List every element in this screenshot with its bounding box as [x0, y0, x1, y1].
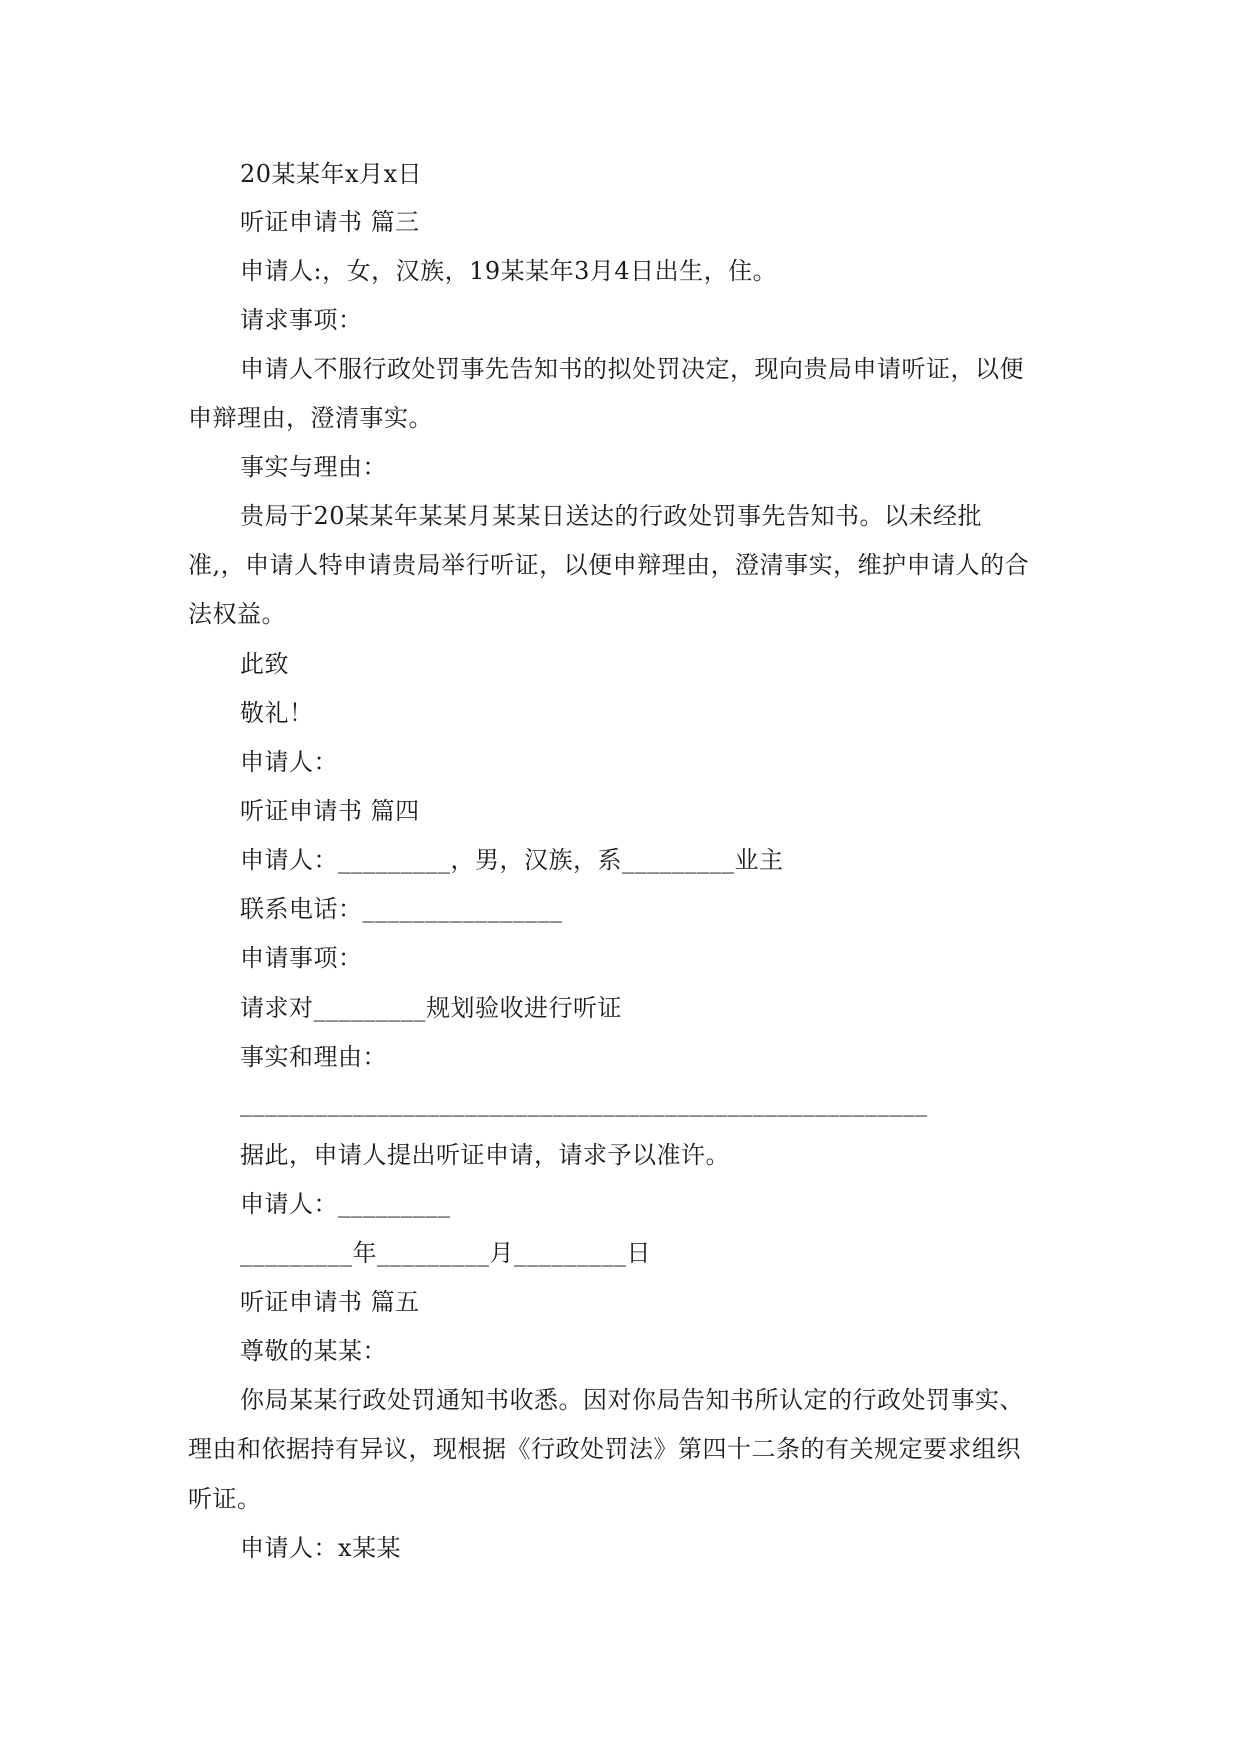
facts-heading-2: 事实和理由： — [240, 1043, 387, 1071]
facts-blank-line: _______________________________________________________ — [240, 1089, 928, 1117]
body-paragraph-line-3: 听证。 — [188, 1485, 262, 1513]
closing-1: 此致 — [240, 650, 289, 678]
section-heading-5: 听证申请书 篇五 — [240, 1288, 420, 1316]
date-line: 20某某年x月x日 — [240, 160, 423, 188]
closing-2: 敬礼！ — [240, 699, 314, 727]
request-paragraph-line-1: 申请人不服行政处罚事先告知书的拟处罚决定，现向贵局申请听证，以便 — [240, 355, 1024, 383]
facts-paragraph-line-3: 法权益。 — [188, 600, 286, 628]
salutation: 尊敬的某某： — [240, 1337, 387, 1365]
facts-paragraph-line-2: 准,，申请人特申请贵局举行听证，以便申辩理由，澄清事实，维护申请人的合 — [188, 551, 1030, 579]
applicant-info: 申请人:，女，汉族，19某某年3月4日出生，住。 — [240, 257, 778, 285]
request-heading: 请求事项： — [240, 306, 363, 334]
final-applicant: 申请人：x某某 — [240, 1534, 402, 1562]
conclusion-line: 据此，申请人提出听证申请，请求予以准许。 — [240, 1141, 730, 1169]
section-heading-3: 听证申请书 篇三 — [240, 208, 420, 236]
signature-applicant: 申请人： — [240, 748, 338, 776]
body-paragraph-line-1: 你局某某行政处罚通知书收悉。因对你局告知书所认定的行政处罚事实、 — [240, 1386, 1024, 1414]
section-heading-4: 听证申请书 篇四 — [240, 797, 420, 825]
facts-paragraph-line-1: 贵局于20某某年某某月某某日送达的行政处罚事先告知书。以未经批 — [240, 502, 983, 530]
date-fill-line: _________年_________月_________日 — [240, 1239, 651, 1267]
phone-fill-line: 联系电话：________________ — [240, 895, 563, 923]
request-fill-line: 请求对_________规划验收进行听证 — [240, 994, 622, 1022]
facts-heading: 事实与理由： — [240, 453, 387, 481]
request-heading-2: 申请事项： — [240, 944, 363, 972]
body-paragraph-line-2: 理由和依据持有异议，现根据《行政处罚法》第四十二条的有关规定要求组织 — [188, 1435, 1021, 1463]
request-paragraph-line-2: 申辩理由，澄清事实。 — [188, 404, 433, 432]
applicant-fill-line: 申请人：_________，男，汉族，系_________业主 — [240, 846, 784, 874]
signature-fill-line: 申请人：_________ — [240, 1190, 451, 1218]
